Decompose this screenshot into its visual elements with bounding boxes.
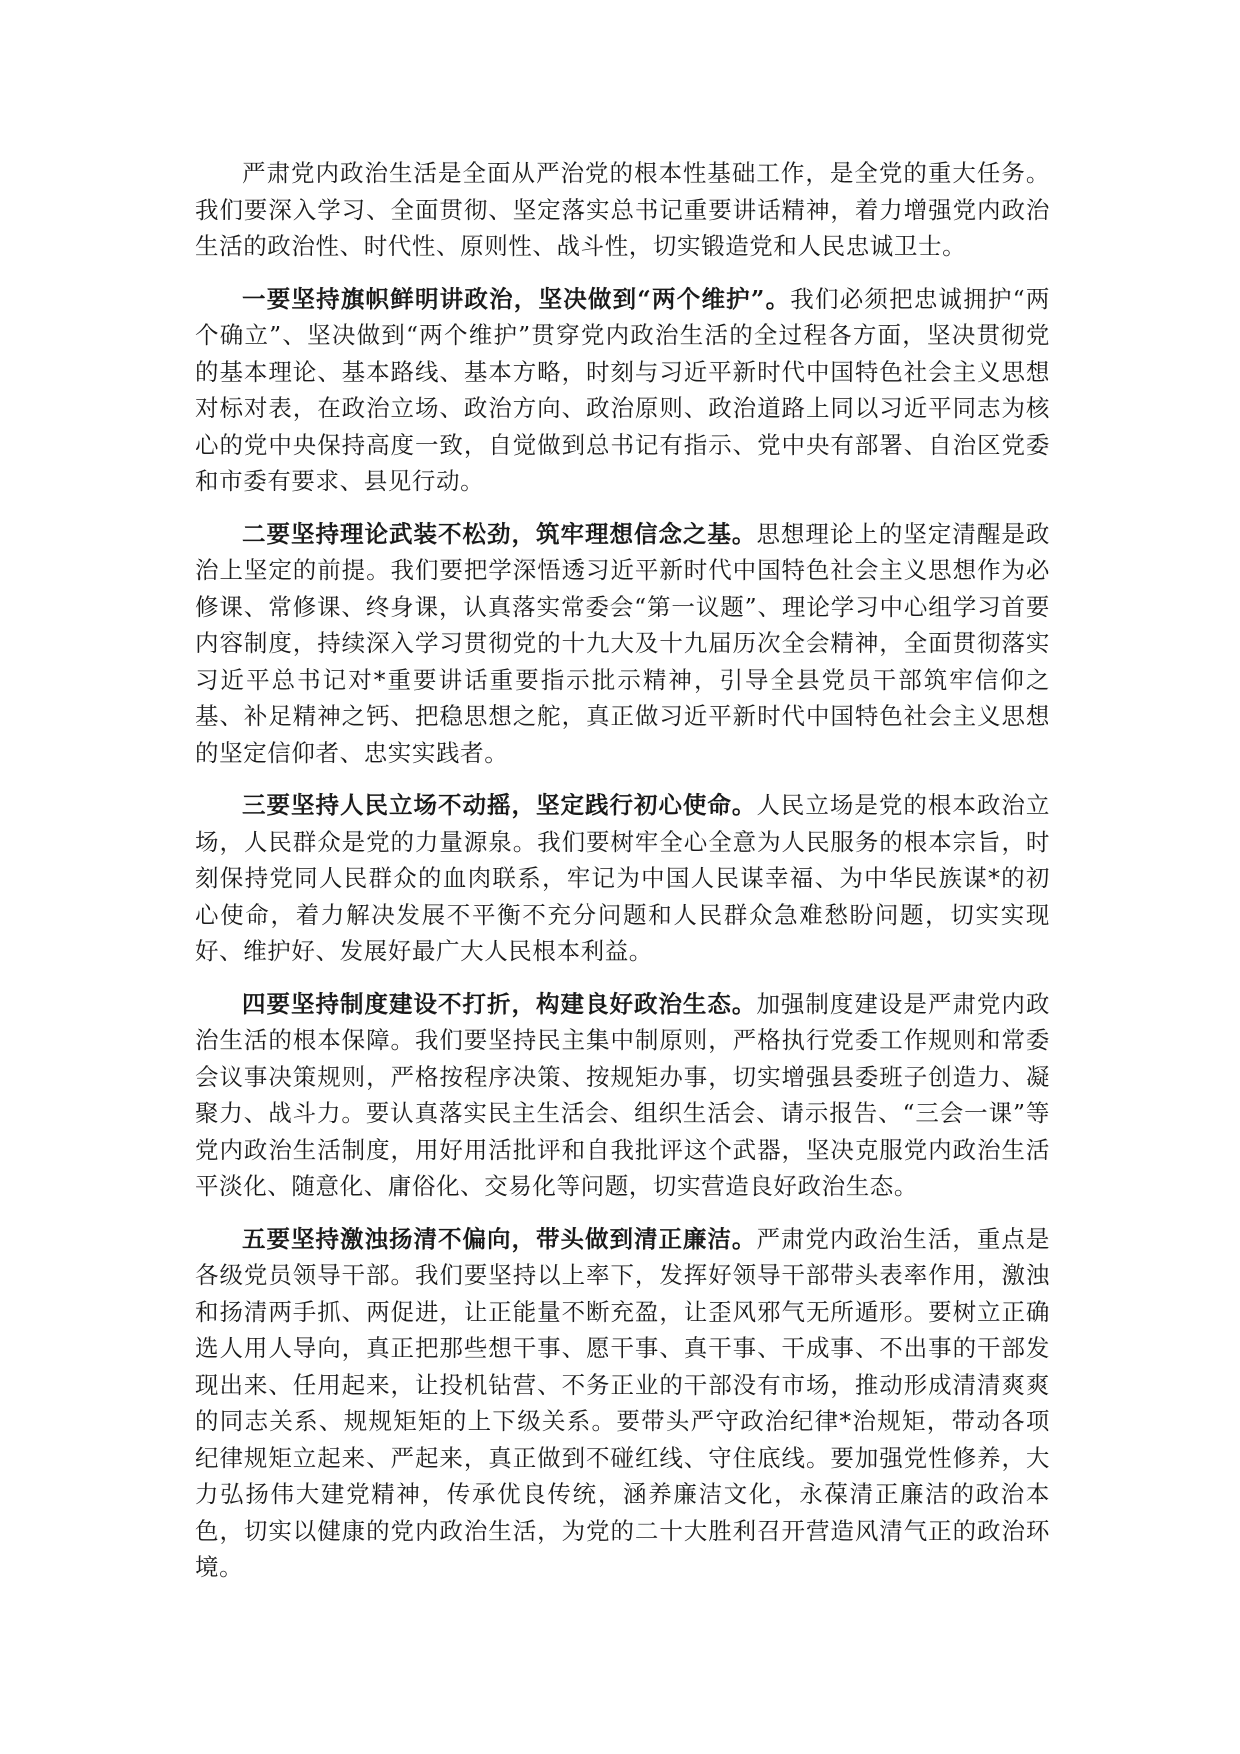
paragraph-heading: 二要坚持理论武装不松劲，筑牢理想信念之基。	[242, 519, 757, 548]
paragraph-heading: 三要坚持人民立场不动摇，坚定践行初心使命。	[242, 791, 757, 819]
paragraph-text: 思想理论上的坚定清醒是政治上坚定的前提。我们要把学深悟透习近平新时代中国特色社会主义思想作为必修课、常修课、终身课，认真落实常委会“第一议题”、理论学习中心组学习首要内容制度，持续深入学习贯彻党的十九大及十九届历次全会精神，全面贯彻落实习近平总书记对*重要讲话重要指示批示精神，引导全县党员干部筑牢信仰之基、补足精神之钙、把稳思想之舵，真正做习近平新时代中国特色社会主义思想的坚定信仰者、忠实实践者。	[195, 519, 1050, 767]
point-three-paragraph	[195, 787, 1050, 970]
document-body	[195, 155, 1050, 1602]
paragraph-text: 严肃党内政治生活是全面从严治党的根本性基础工作，是全党的重大任务。我们要深入学习、全面贯彻、坚定落实总书记重要讲话精神，着力增强党内政治生活的政治性、时代性、原则性、战斗性，切实锻造党和人民忠诚卫士。	[195, 159, 1050, 260]
paragraph-heading: 一要坚持旗帜鲜明讲政治，坚决做到“两个维护”。	[242, 284, 791, 313]
point-four-paragraph	[195, 986, 1050, 1205]
point-five-paragraph	[195, 1221, 1050, 1586]
paragraph-text: 严肃党内政治生活，重点是各级党员领导干部。我们要坚持以上率下，发挥好领导干部带头表率作用，激浊和扬清两手抓、两促进，让正能量不断充盈，让歪风邪气无所遁形。要树立正确选人用人导向，真正把那些想干事、愿干事、真干事、干成事、不出事的干部发现出来、任用起来，让投机钻营、不务正业的干部没有市场，推动形成清清爽爽的同志关系、规规矩矩的上下级关系。要带头严守政治纪律*治规矩，带动各项纪律规矩立起来、严起来，真正做到不碰红线、守住底线。要加强党性修养，大力弘扬伟大建党精神，传承优良传统，涵养廉洁文化，永葆清正廉洁的政治本色，切实以健康的党内政治生活，为党的二十大胜利召开营造风清气正的政治环境。	[195, 1224, 1050, 1581]
paragraph-heading: 四要坚持制度建设不打折，构建良好政治生态。	[242, 989, 757, 1018]
paragraph-text: 人民立场是党的根本政治立场，人民群众是党的力量源泉。我们要树牢全心全意为人民服务的根本宗旨，时刻保持党同人民群众的血肉联系，牢记为中国人民谋幸福、为中华民族谋*的初心使命，着力解决发展不平衡不充分问题和人民群众急难愁盼问题，切实实现好、维护好、发展好最广大人民根本利益。	[195, 791, 1050, 965]
point-two-paragraph	[195, 516, 1050, 772]
point-one-paragraph	[195, 281, 1050, 500]
paragraph-text: 加强制度建设是严肃党内政治生活的根本保障。我们要坚持民主集中制原则，严格执行党委工作规则和常委会议事决策规则，严格按程序决策、按规矩办事，切实增强县委班子创造力、凝聚力、战斗力。要认真落实民主生活会、组织生活会、请示报告、“三会一课”等党内政治生活制度，用好用活批评和自我批评这个武器，坚决克服党内政治生活平淡化、随意化、庸俗化、交易化等问题，切实营造良好政治生态。	[195, 989, 1050, 1200]
paragraph-heading: 五要坚持激浊扬清不偏向，带头做到清正廉洁。	[242, 1224, 757, 1253]
paragraph-text: 我们必须把忠诚拥护“两个确立”、坚决做到“两个维护”贯穿党内政治生活的全过程各方面，坚决贯彻党的基本理论、基本路线、基本方略，时刻与习近平新时代中国特色社会主义思想对标对表，在政治立场、政治方向、政治原则、政治道路上同以习近平同志为核心的党中央保持高度一致，自觉做到总书记有指示、党中央有部署、自治区党委和市委有要求、县见行动。	[195, 284, 1050, 495]
intro-paragraph	[195, 155, 1050, 265]
